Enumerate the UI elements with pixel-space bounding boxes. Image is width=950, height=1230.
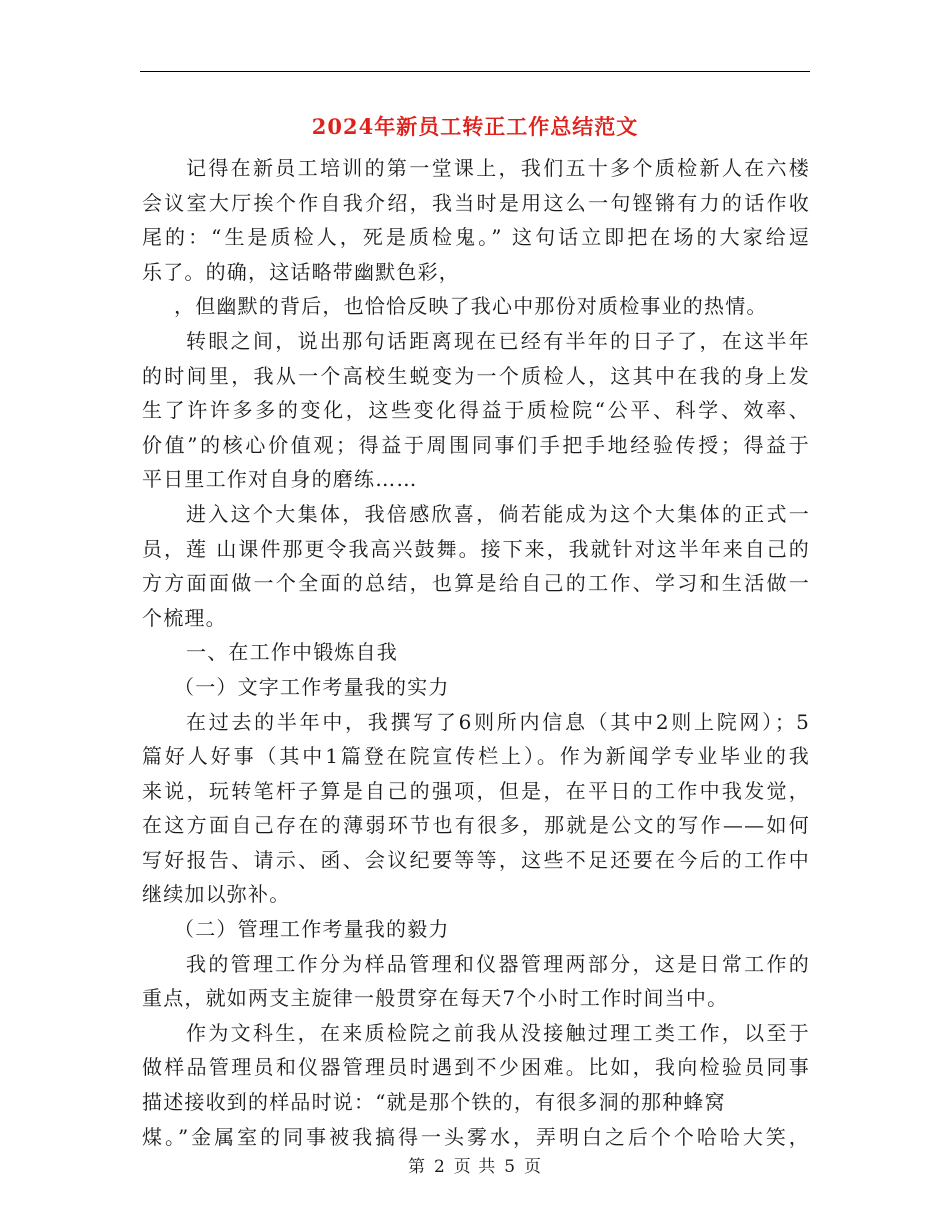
body-line: 生了许许多多的变化，这些变化得益于质检院“公平、科学、效率、 xyxy=(142,398,810,423)
section-heading: 一、在工作中锻炼自我 xyxy=(186,640,398,665)
page-footer xyxy=(0,1152,950,1177)
body-line: 尾的：“生是质检人，死是质检鬼。” 这句话立即把在场的大家给逗 xyxy=(142,225,810,250)
body-line: 我的管理工作分为样品管理和仪器管理两部分，这是日常工作的 xyxy=(186,951,810,976)
body-line: 描述接收到的样品时说：“就是那个铁的，有很多洞的那种蜂窝 xyxy=(142,1090,726,1115)
body-line: 重点，就如两支主旋律一般贯穿在每天7个小时工作时间当中。 xyxy=(142,986,729,1011)
body-line: 的时间里，我从一个高校生蜕变为一个质检人，这其中在我的身上发 xyxy=(142,363,810,388)
body-line: 转眼之间，说出那句话距离现在已经有半年的日子了，在这半年 xyxy=(186,328,810,353)
body-line: 记得在新员工培训的第一堂课上，我们五十多个质检新人在六楼 xyxy=(186,156,810,180)
body-line: 方方面面做一个全面的总结，也算是给自己的工作、学习和生活做一 xyxy=(142,571,810,596)
document-title: 2024年新员工转正工作总结范文 xyxy=(311,114,639,139)
body-line: 价值”的核心价值观；得益于周围同事们手把手地经验传授；得益于 xyxy=(142,432,810,457)
subsection-heading: （二）管理工作考量我的毅力 xyxy=(174,917,450,942)
page-label-prefix: 第 xyxy=(407,1157,426,1177)
document-body xyxy=(142,151,810,1154)
body-line: ，但幽默的背后，也恰恰反映了我心中那份对质检事业的热情。 xyxy=(174,294,768,319)
body-line: 个梳理。 xyxy=(142,605,227,630)
body-line: 在这方面自己存在的薄弱环节也有很多，那就是公文的写作——如何 xyxy=(142,813,810,838)
body-line: 做样品管理员和仪器管理员时遇到不少困难。比如，我向检验员同事 xyxy=(142,1055,810,1080)
body-line: 会议室大厅挨个作自我介绍，我当时是用这么一句铿锵有力的话作收 xyxy=(142,190,810,215)
body-line: 作为文科生，在来质检院之前我从没接触过理工类工作，以至于 xyxy=(186,1020,810,1045)
header-rule xyxy=(140,71,810,72)
body-line: 篇好人好事（其中1篇登在院宣传栏上）。作为新闻学专业毕业的我 xyxy=(142,744,810,769)
body-line: 写好报告、请示、函、会议纪要等等，这些不足还要在今后的工作中 xyxy=(142,847,810,872)
page-label-mid: 页 共 xyxy=(453,1157,497,1177)
page-total: 5 xyxy=(504,1157,517,1177)
subsection-heading: （一）文字工作考量我的实力 xyxy=(174,674,450,699)
body-line: 煤。”金属室的同事被我搞得一头雾水，弄明白之后个个哈哈大笑， xyxy=(142,1124,810,1149)
body-line: 乐了。的确，这话略带幽默色彩， xyxy=(142,259,460,284)
body-line: 员，莲 山课件那更令我高兴鼓舞。接下来，我就针对这半年来自己的 xyxy=(142,536,810,561)
body-line: 来说，玩转笔杆子算是自己的强项，但是，在平日的工作中我发觉， xyxy=(142,778,810,803)
body-line: 进入这个大集体，我倍感欣喜，倘若能成为这个大集体的正式一 xyxy=(186,501,810,526)
page-label-suffix: 页 xyxy=(524,1157,543,1177)
body-line: 继续加以弥补。 xyxy=(142,882,291,907)
body-line: 平日里工作对自身的磨练…… xyxy=(142,467,418,492)
body-line: 在过去的半年中，我撰写了6则所内信息（其中2则上院网）；5 xyxy=(186,709,810,734)
page-current: 2 xyxy=(433,1157,446,1177)
